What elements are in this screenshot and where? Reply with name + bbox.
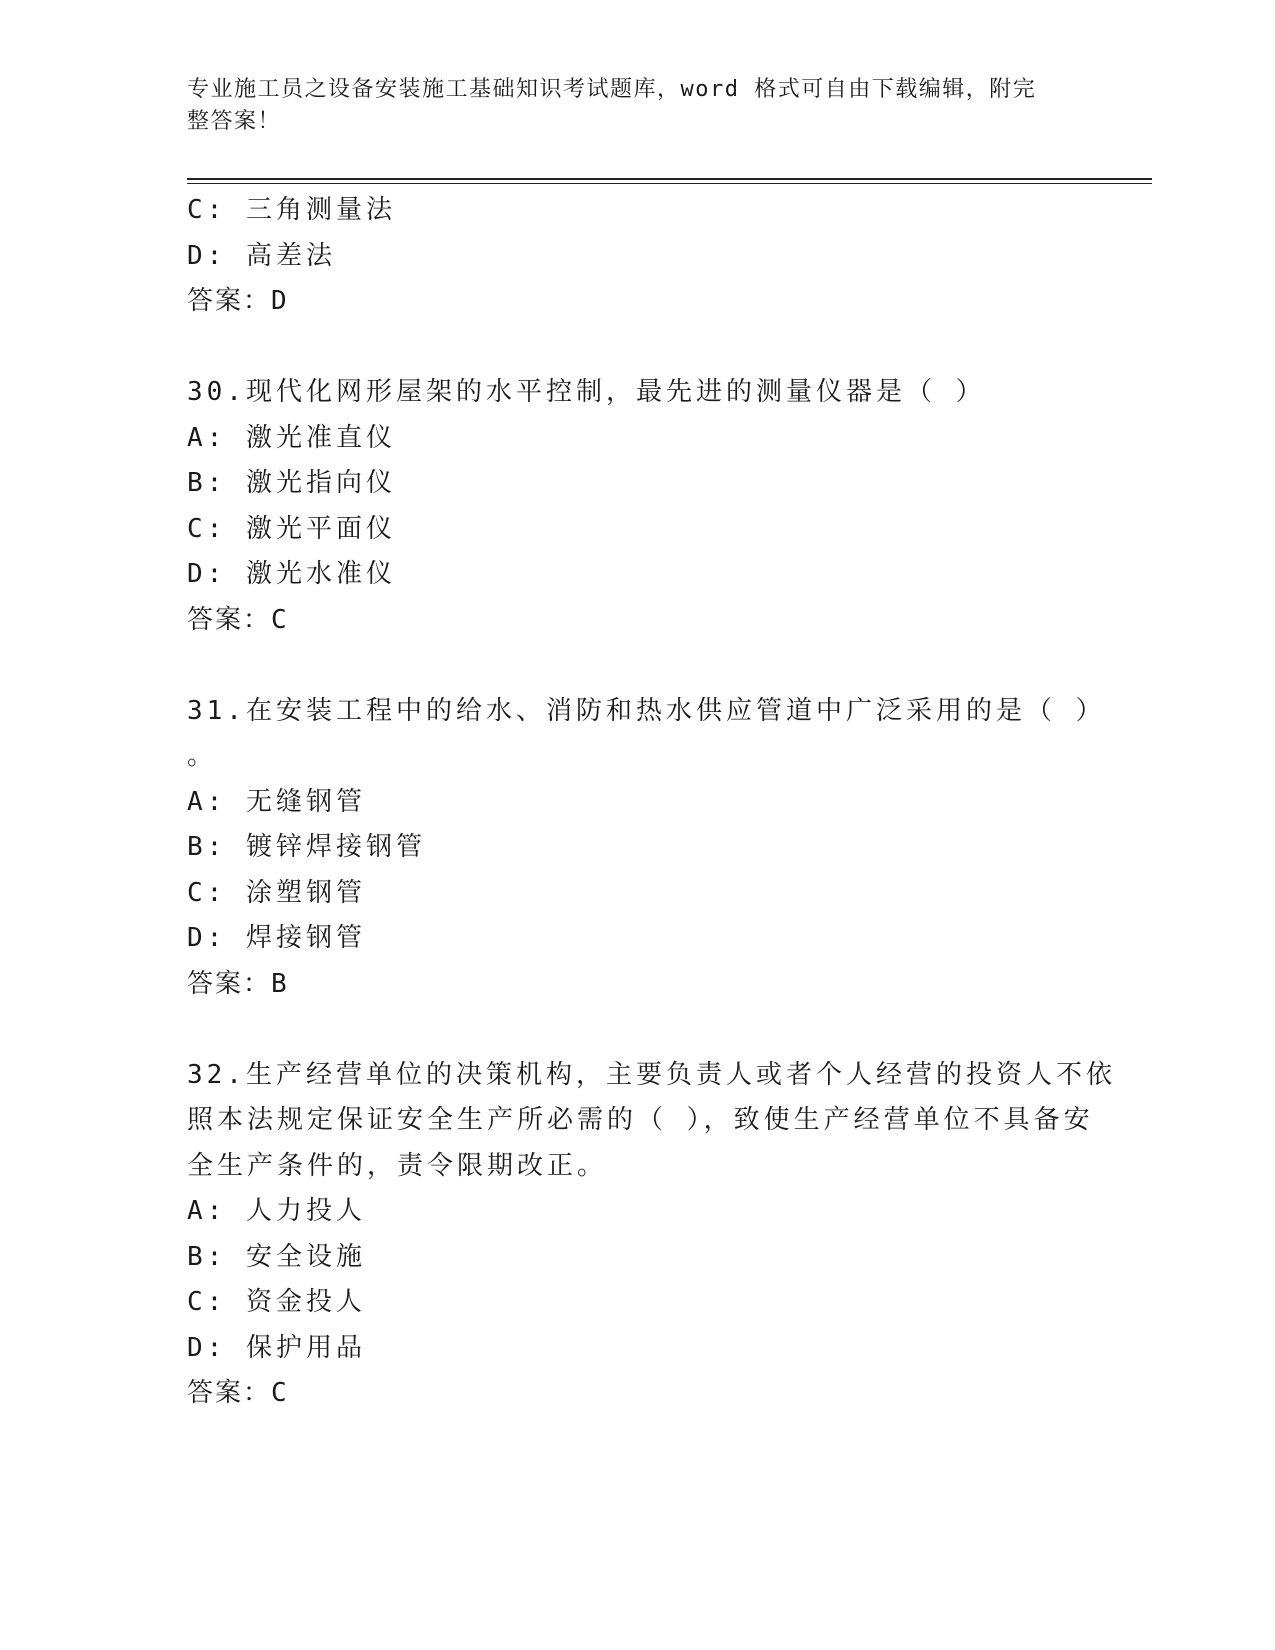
- question-stem-line-2: 照本法规定保证安全生产所必需的（ ），致使生产经营单位不具备安: [187, 1105, 1094, 1135]
- question-stem-line-1: 31.在安装工程中的给水、消防和热水供应管道中广泛采用的是（ ）: [187, 695, 1106, 726]
- header-divider-thin: [187, 183, 1152, 184]
- answer-label: 答案：: [187, 1378, 272, 1408]
- option-b: B: 激光指向仪: [187, 468, 396, 498]
- option-c: C: 三角测量法: [187, 195, 396, 225]
- option-c: C: 资金投人: [187, 1287, 366, 1317]
- question-32: [187, 1053, 1116, 1417]
- question-31: [187, 689, 1106, 1008]
- option-c: C: 涂塑钢管: [187, 877, 366, 908]
- header-divider-thick: [187, 178, 1152, 180]
- answer-value: B: [271, 968, 289, 999]
- answer-value: C: [271, 604, 289, 635]
- question-stem-line-3: 全生产条件的，责令限期改正。: [187, 1150, 608, 1181]
- spacer: [187, 325, 1087, 371]
- option-a: A: 人力投人: [187, 1196, 366, 1226]
- answer-line: [187, 279, 1087, 325]
- answer-line: [187, 1371, 1087, 1417]
- option-d: D: 高差法: [187, 240, 336, 271]
- answer-label: 答案：: [187, 604, 272, 635]
- option-d: D: 焊接钢管: [187, 923, 366, 953]
- spacer: [187, 1007, 1087, 1053]
- answer-label: 答案：: [187, 286, 272, 316]
- option-a: A: 无缝钢管: [187, 786, 366, 817]
- option-b: B: 镀锌焊接钢管: [187, 832, 426, 862]
- option-b: B: 安全设施: [187, 1241, 366, 1272]
- question-30: [187, 370, 1087, 643]
- header-line-1: 专业施工员之设备安装施工基础知识考试题库，word 格式可自由下载编辑，附完: [187, 77, 1037, 102]
- question-stem-line-2: 。: [187, 741, 218, 771]
- option-a: A: 激光准直仪: [187, 422, 396, 453]
- question-29: [187, 188, 1087, 325]
- answer-value: D: [271, 286, 289, 316]
- answer-label: 答案：: [187, 968, 272, 999]
- question-list: [187, 188, 1116, 1417]
- answer-value: C: [271, 1378, 289, 1408]
- answer-line: [187, 962, 1087, 1008]
- option-d: D: 激光水准仪: [187, 559, 396, 589]
- question-stem-line-1: 32.生产经营单位的决策机构，主要负责人或者个人经营的投资人不依: [187, 1059, 1116, 1090]
- header-line-2: 整答案！: [187, 109, 282, 134]
- document-header: [187, 74, 1067, 138]
- answer-line: [187, 598, 1087, 644]
- question-stem: 30.现代化网形屋架的水平控制，最先进的测量仪器是（ ）: [187, 377, 986, 407]
- spacer: [187, 643, 1087, 689]
- option-c: C: 激光平面仪: [187, 513, 396, 544]
- option-d: D: 保护用品: [187, 1332, 366, 1363]
